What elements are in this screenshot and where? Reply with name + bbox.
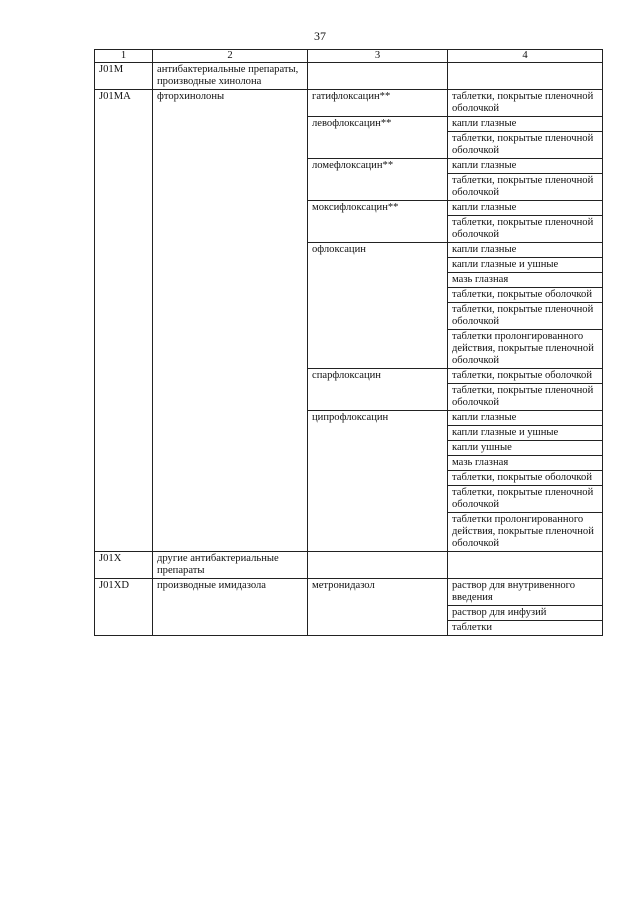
table-row bbox=[95, 426, 603, 441]
group-cell bbox=[153, 216, 308, 243]
form-cell: таблетки, покрытые пленочной оболочкой bbox=[448, 303, 603, 330]
form-cell: таблетки, покрытые оболочкой bbox=[448, 288, 603, 303]
code-cell bbox=[95, 258, 153, 273]
column-header-3: 3 bbox=[308, 50, 448, 63]
form-cell: раствор для внутривенного введения bbox=[448, 579, 603, 606]
form-cell: таблетки bbox=[448, 621, 603, 636]
table-row bbox=[95, 369, 603, 384]
form-cell: таблетки, покрытые пленочной оболочкой bbox=[448, 90, 603, 117]
code-cell: J01X bbox=[95, 552, 153, 579]
drug-cell: левофлоксацин** bbox=[308, 117, 448, 132]
group-cell bbox=[153, 117, 308, 132]
form-cell: таблетки, покрытые оболочкой bbox=[448, 369, 603, 384]
table-row bbox=[95, 216, 603, 243]
form-cell: раствор для инфузий bbox=[448, 606, 603, 621]
table-row bbox=[95, 486, 603, 513]
form-cell: капли ушные bbox=[448, 441, 603, 456]
drug-cell bbox=[308, 63, 448, 90]
table-row bbox=[95, 471, 603, 486]
table-row bbox=[95, 243, 603, 258]
table-row bbox=[95, 384, 603, 411]
group-cell: производные имидазола bbox=[153, 579, 308, 606]
table-row bbox=[95, 330, 603, 369]
drug-cell bbox=[308, 456, 448, 471]
drug-cell: моксифлоксацин** bbox=[308, 201, 448, 216]
code-cell bbox=[95, 621, 153, 636]
code-cell bbox=[95, 369, 153, 384]
code-cell bbox=[95, 288, 153, 303]
form-cell: таблетки, покрытые пленочной оболочкой bbox=[448, 132, 603, 159]
group-cell bbox=[153, 426, 308, 441]
form-cell: таблетки, покрытые пленочной оболочкой bbox=[448, 384, 603, 411]
drug-cell bbox=[308, 486, 448, 513]
code-cell bbox=[95, 384, 153, 411]
form-cell: капли глазные bbox=[448, 411, 603, 426]
drug-cell bbox=[308, 174, 448, 201]
code-cell bbox=[95, 201, 153, 216]
group-cell bbox=[153, 606, 308, 621]
group-cell bbox=[153, 513, 308, 552]
table-row bbox=[95, 132, 603, 159]
group-cell bbox=[153, 384, 308, 411]
group-cell bbox=[153, 456, 308, 471]
code-cell bbox=[95, 411, 153, 426]
code-cell bbox=[95, 330, 153, 369]
group-cell bbox=[153, 243, 308, 258]
group-cell bbox=[153, 159, 308, 174]
table-row bbox=[95, 201, 603, 216]
code-cell bbox=[95, 243, 153, 258]
column-header-2: 2 bbox=[153, 50, 308, 63]
code-cell bbox=[95, 441, 153, 456]
code-cell bbox=[95, 117, 153, 132]
group-cell bbox=[153, 441, 308, 456]
page-number: 37 bbox=[314, 29, 326, 43]
form-cell: капли глазные bbox=[448, 117, 603, 132]
group-cell: другие антибактериальные препараты bbox=[153, 552, 308, 579]
group-cell bbox=[153, 258, 308, 273]
group-cell bbox=[153, 273, 308, 288]
table-row bbox=[95, 579, 603, 606]
table-row bbox=[95, 411, 603, 426]
drug-cell bbox=[308, 426, 448, 441]
group-cell: фторхинолоны bbox=[153, 90, 308, 117]
code-cell bbox=[95, 426, 153, 441]
code-cell: J01MA bbox=[95, 90, 153, 117]
group-cell bbox=[153, 303, 308, 330]
code-cell bbox=[95, 606, 153, 621]
table-row bbox=[95, 117, 603, 132]
group-cell bbox=[153, 486, 308, 513]
table-row bbox=[95, 621, 603, 636]
table-row bbox=[95, 273, 603, 288]
form-cell: таблетки, покрытые пленочной оболочкой bbox=[448, 216, 603, 243]
table-row bbox=[95, 513, 603, 552]
drug-cell bbox=[308, 330, 448, 369]
form-cell bbox=[448, 63, 603, 90]
table-row bbox=[95, 63, 603, 90]
form-cell: таблетки, покрытые оболочкой bbox=[448, 471, 603, 486]
form-cell: таблетки, покрытые пленочной оболочкой bbox=[448, 486, 603, 513]
header-row bbox=[95, 50, 603, 63]
table-row bbox=[95, 456, 603, 471]
drug-cell bbox=[308, 513, 448, 552]
form-cell: таблетки пролонгированного действия, покрытые пленочной оболочкой bbox=[448, 513, 603, 552]
form-cell: капли глазные и ушные bbox=[448, 258, 603, 273]
table-row bbox=[95, 159, 603, 174]
drug-cell bbox=[308, 273, 448, 288]
drug-cell bbox=[308, 441, 448, 456]
drug-cell bbox=[308, 384, 448, 411]
drug-cell: метронидазол bbox=[308, 579, 448, 606]
table-row bbox=[95, 258, 603, 273]
drug-cell bbox=[308, 621, 448, 636]
group-cell bbox=[153, 330, 308, 369]
group-cell bbox=[153, 174, 308, 201]
code-cell bbox=[95, 513, 153, 552]
form-cell: таблетки, покрытые пленочной оболочкой bbox=[448, 174, 603, 201]
group-cell bbox=[153, 471, 308, 486]
form-cell: капли глазные bbox=[448, 201, 603, 216]
table-row bbox=[95, 174, 603, 201]
code-cell bbox=[95, 486, 153, 513]
medicines-table bbox=[94, 49, 602, 704]
drug-cell bbox=[308, 552, 448, 579]
code-cell bbox=[95, 273, 153, 288]
code-cell: J01M bbox=[95, 63, 153, 90]
group-cell bbox=[153, 411, 308, 426]
table-row bbox=[95, 288, 603, 303]
drug-cell: офлоксацин bbox=[308, 243, 448, 258]
code-cell: J01XD bbox=[95, 579, 153, 606]
table-row bbox=[95, 90, 603, 117]
group-cell bbox=[153, 132, 308, 159]
column-header-1: 1 bbox=[95, 50, 153, 63]
drug-cell bbox=[308, 216, 448, 243]
code-cell bbox=[95, 174, 153, 201]
code-cell bbox=[95, 303, 153, 330]
group-cell bbox=[153, 288, 308, 303]
code-cell bbox=[95, 159, 153, 174]
form-cell: капли глазные bbox=[448, 243, 603, 258]
code-cell bbox=[95, 216, 153, 243]
drug-cell bbox=[308, 606, 448, 621]
drug-cell: спарфлоксацин bbox=[308, 369, 448, 384]
form-cell bbox=[448, 552, 603, 579]
drug-cell: ломефлоксацин** bbox=[308, 159, 448, 174]
drug-cell: гатифлоксацин** bbox=[308, 90, 448, 117]
table-row bbox=[95, 441, 603, 456]
form-cell: мазь глазная bbox=[448, 273, 603, 288]
table-row bbox=[95, 552, 603, 579]
drug-cell bbox=[308, 288, 448, 303]
form-cell: капли глазные и ушные bbox=[448, 426, 603, 441]
group-cell bbox=[153, 369, 308, 384]
drug-cell bbox=[308, 132, 448, 159]
code-cell bbox=[95, 471, 153, 486]
table-row bbox=[95, 606, 603, 621]
group-cell bbox=[153, 201, 308, 216]
drug-cell bbox=[308, 258, 448, 273]
form-cell: таблетки пролонгированного действия, покрытые пленочной оболочкой bbox=[448, 330, 603, 369]
form-cell: капли глазные bbox=[448, 159, 603, 174]
drug-cell: ципрофлоксацин bbox=[308, 411, 448, 426]
drug-cell bbox=[308, 471, 448, 486]
group-cell: антибактериальные препараты, производные хинолона bbox=[153, 63, 308, 90]
drug-cell bbox=[308, 303, 448, 330]
column-header-4: 4 bbox=[448, 50, 603, 63]
form-cell: мазь глазная bbox=[448, 456, 603, 471]
table-row bbox=[95, 303, 603, 330]
code-cell bbox=[95, 456, 153, 471]
code-cell bbox=[95, 132, 153, 159]
group-cell bbox=[153, 621, 308, 636]
